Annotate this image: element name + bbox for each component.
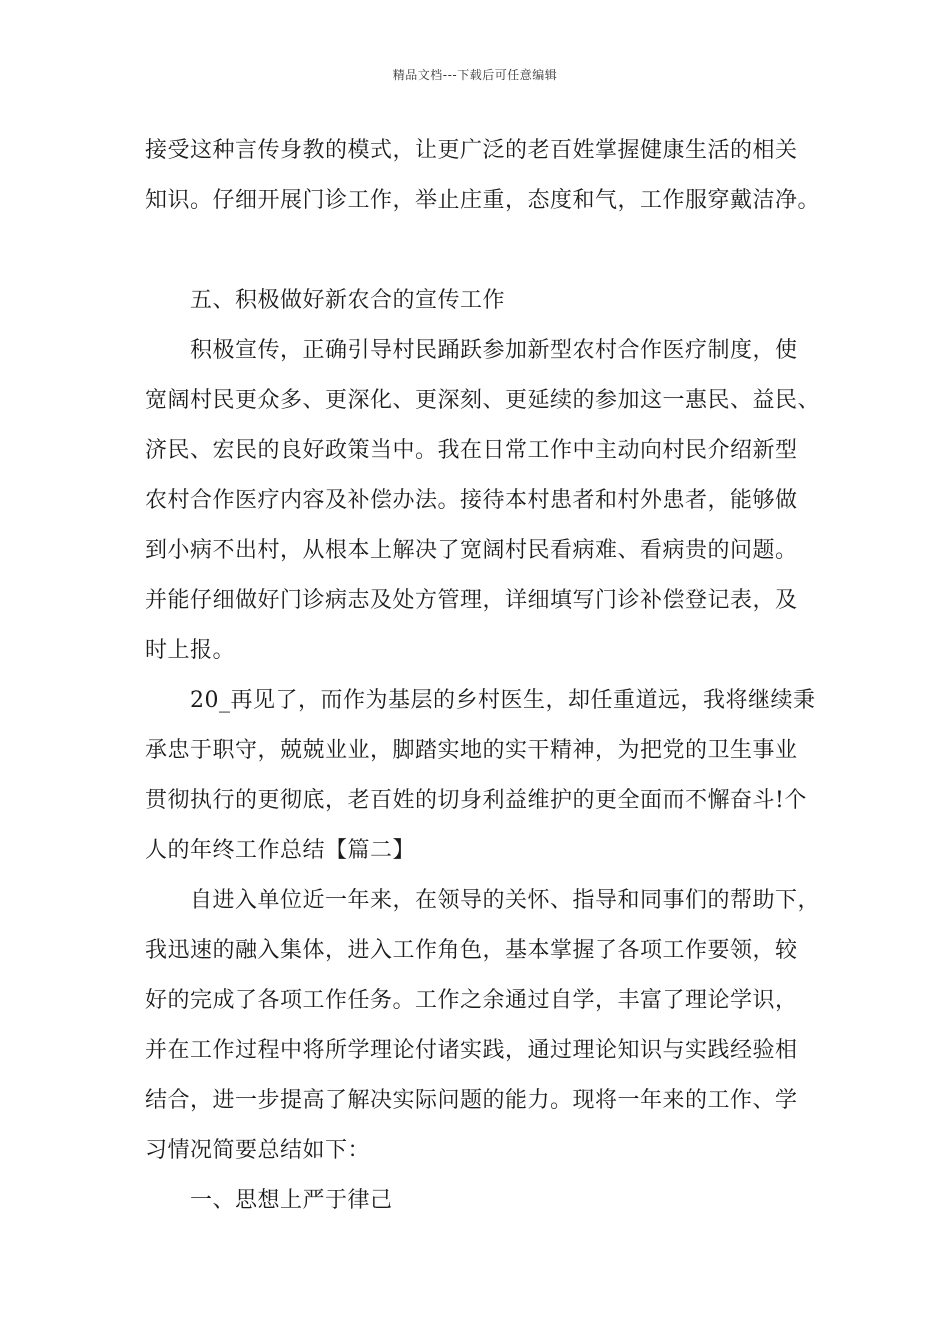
text-line: 人的年终工作总结【篇二】 <box>145 838 416 863</box>
text-line: 宽阔村民更众多、更深化、更深刻、更延续的参加这一惠民、益民、 <box>145 388 821 413</box>
text-line: 农村合作医疗内容及补偿办法。接待本村患者和村外患者，能够做 <box>145 488 798 513</box>
text-line: 知识。仔细开展门诊工作，举止庄重，态度和气，工作服穿戴洁净。 <box>145 188 821 213</box>
section-heading: 一、思想上严于律己 <box>190 1188 393 1213</box>
text-line: 自进入单位近一年来，在领导的关怀、指导和同事们的帮助下， <box>190 888 821 913</box>
text-line: 好的完成了各项工作任务。工作之余通过自学，丰富了理论学识， <box>145 988 798 1013</box>
text-line: 习情况简要总结如下： <box>145 1138 371 1163</box>
text-line: 20_再见了，而作为基层的乡村医生，却任重道远，我将继续秉 <box>190 688 816 713</box>
text-line: 结合，进一步提高了解决实际问题的能力。现将一年来的工作、学 <box>145 1088 798 1113</box>
text-line: 济民、宏民的良好政策当中。我在日常工作中主动向村民介绍新型 <box>145 438 798 463</box>
text-line: 接受这种言传身教的模式，让更广泛的老百姓掌握健康生活的相关 <box>145 138 798 163</box>
text-line: 时上报。 <box>145 638 236 663</box>
text-line: 积极宣传，正确引导村民踊跃参加新型农村合作医疗制度，使 <box>190 338 798 363</box>
section-heading: 五、积极做好新农合的宣传工作 <box>190 288 506 313</box>
text-line: 承忠于职守，兢兢业业，脚踏实地的实干精神，为把党的卫生事业 <box>145 738 798 763</box>
text-line: 并能仔细做好门诊病志及处方管理，详细填写门诊补偿登记表，及 <box>145 588 798 613</box>
text-line: 贯彻执行的更彻底，老百姓的切身利益维护的更全面而不懈奋斗!个 <box>145 788 807 813</box>
page-header: 精品文档---下载后可任意编辑 <box>392 68 558 82</box>
text-line: 到小病不出村，从根本上解决了宽阔村民看病难、看病贵的问题。 <box>145 538 798 563</box>
text-line: 我迅速的融入集体，进入工作角色，基本掌握了各项工作要领，较 <box>145 938 798 963</box>
text-line: 并在工作过程中将所学理论付诸实践，通过理论知识与实践经验相 <box>145 1038 798 1063</box>
